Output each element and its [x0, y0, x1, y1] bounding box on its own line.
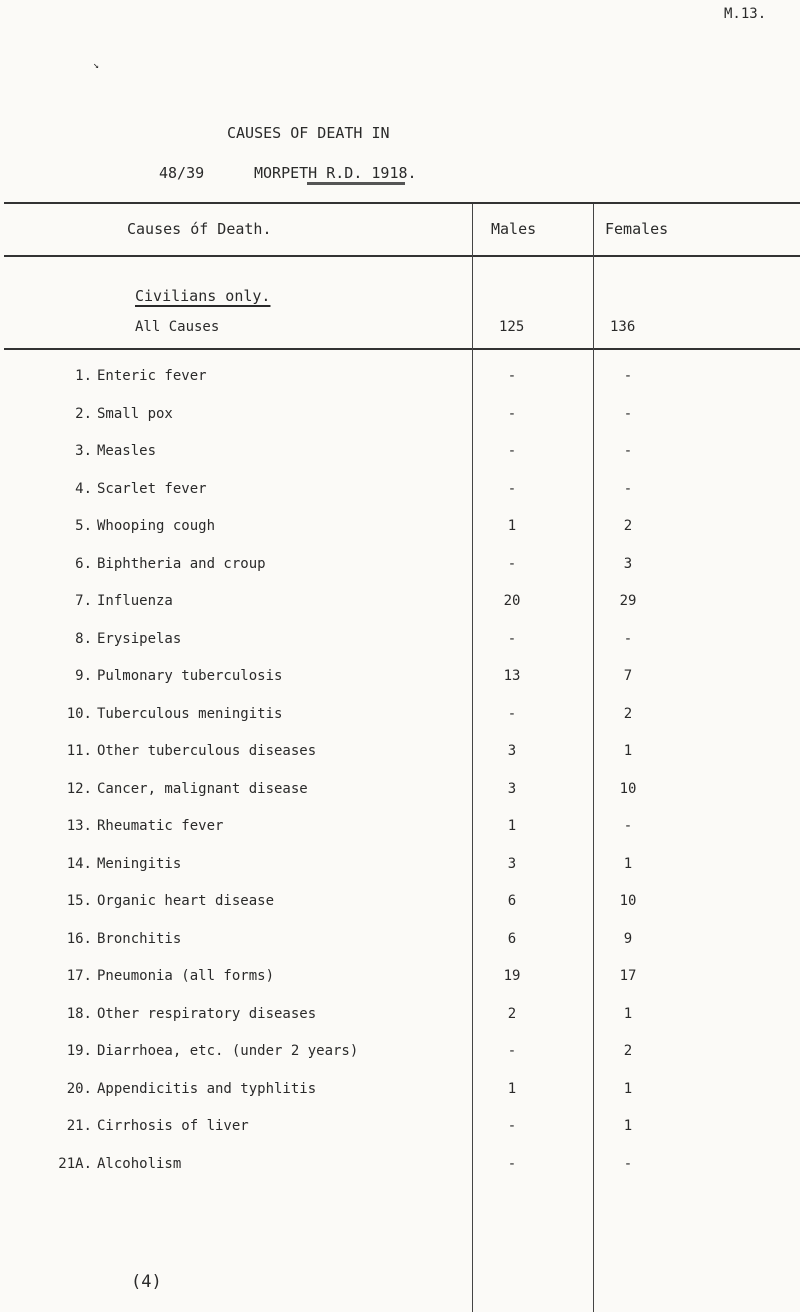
females-count: 2 — [623, 518, 633, 534]
males-count: 6 — [507, 893, 517, 909]
column-header-females: Females — [605, 220, 669, 238]
row-number: 1. — [75, 368, 92, 384]
row-number: 13. — [66, 818, 92, 834]
cause-name: Scarlet fever — [97, 480, 207, 497]
row-number: 20. — [66, 1080, 92, 1097]
females-count: 7 — [623, 668, 633, 684]
table-row — [0, 668, 800, 706]
row-number: 3. — [75, 443, 92, 459]
table-row — [0, 1118, 800, 1156]
table-row — [0, 481, 800, 519]
cause-name: Cirrhosis of liver — [97, 1118, 249, 1134]
males-count: 1 — [507, 1080, 517, 1097]
title-line-2: MORPETH R.D. 1918. — [254, 164, 417, 182]
females-count: - — [623, 368, 633, 384]
cause-name: Whooping cough — [97, 518, 216, 534]
males-count: - — [507, 480, 517, 497]
header-bottom-rule — [4, 255, 800, 257]
cause-name: Meningitis — [97, 855, 182, 872]
cause-name: Erysipelas — [97, 630, 182, 647]
females-count: 1 — [623, 1118, 633, 1134]
column-header-causes: Causes óf Death. — [127, 220, 272, 238]
table-row — [0, 631, 800, 669]
males-count: - — [507, 1118, 517, 1134]
table-row — [0, 593, 800, 631]
row-number: 9. — [75, 668, 92, 684]
cause-name: Organic heart disease — [97, 893, 275, 909]
males-count: - — [507, 405, 517, 422]
females-count: 2 — [623, 1043, 633, 1059]
females-count: - — [623, 630, 633, 647]
row-number: 21A. — [58, 1155, 92, 1172]
table-row — [0, 1043, 800, 1081]
females-count: 9 — [623, 930, 633, 947]
males-count: 3 — [507, 855, 517, 872]
page-number: (4) — [131, 1272, 162, 1292]
margin-mark: ↘ — [93, 60, 100, 71]
table-row — [0, 931, 800, 969]
cause-name: Pneumonia (all forms) — [97, 968, 275, 984]
females-count: - — [623, 818, 633, 834]
cause-name: Other tuberculous diseases — [97, 743, 317, 759]
row-number: 14. — [66, 855, 92, 872]
row-number: 19. — [66, 1043, 92, 1059]
table-row — [0, 856, 800, 894]
row-number: 8. — [75, 630, 92, 647]
all-causes-males: 125 — [499, 319, 525, 335]
table-row — [0, 368, 800, 406]
males-count: 2 — [507, 1005, 517, 1022]
row-number: 6. — [75, 555, 92, 572]
table-row — [0, 443, 800, 481]
cause-name: Small pox — [97, 405, 173, 422]
cause-name: Alcoholism — [97, 1155, 182, 1172]
males-count: - — [507, 368, 517, 384]
females-count: 1 — [623, 855, 633, 872]
column-header-males: Males — [491, 220, 537, 238]
females-count: 10 — [619, 893, 637, 909]
row-number: 15. — [66, 893, 92, 909]
males-count: - — [507, 443, 517, 459]
cause-name: Other respiratory diseases — [97, 1005, 317, 1022]
all-causes-label: All Causes — [135, 319, 220, 335]
table-row — [0, 743, 800, 781]
cause-name: Influenza — [97, 593, 173, 609]
row-number: 10. — [66, 705, 92, 722]
females-count: 1 — [623, 1080, 633, 1097]
cause-name: Diarrhoea, etc. (under 2 years) — [97, 1043, 359, 1059]
cause-name: Rheumatic fever — [97, 818, 224, 834]
females-count: - — [623, 480, 633, 497]
males-count: 1 — [507, 518, 517, 534]
row-number: 5. — [75, 518, 92, 534]
cause-name: Cancer, malignant disease — [97, 780, 308, 797]
row-number: 21. — [66, 1118, 92, 1134]
row-number: 18. — [66, 1005, 92, 1022]
row-number: 12. — [66, 780, 92, 797]
row-number: 11. — [66, 743, 92, 759]
males-count: 1 — [507, 818, 517, 834]
females-count: 1 — [623, 743, 633, 759]
table-row — [0, 968, 800, 1006]
females-count: 1 — [623, 1005, 633, 1022]
table-row — [0, 1081, 800, 1119]
females-count: 17 — [619, 968, 637, 984]
cause-name: Enteric fever — [97, 368, 207, 384]
males-count: - — [507, 705, 517, 722]
cause-name: Measles — [97, 443, 157, 459]
males-count: 19 — [503, 968, 521, 984]
males-count: 3 — [507, 743, 517, 759]
males-count: 6 — [507, 930, 517, 947]
males-count: - — [507, 630, 517, 647]
table-row — [0, 706, 800, 744]
males-count: 20 — [503, 593, 521, 609]
table-row — [0, 1156, 800, 1194]
table-row — [0, 893, 800, 931]
cause-name: Tuberculous meningitis — [97, 705, 283, 722]
table-row — [0, 1006, 800, 1044]
cause-name: Pulmonary tuberculosis — [97, 668, 283, 684]
females-count: 3 — [623, 555, 633, 572]
table-row — [0, 556, 800, 594]
title-code: 48/39 — [159, 164, 205, 182]
document-reference: M.13. — [724, 6, 767, 22]
females-count: 2 — [623, 705, 633, 722]
females-count: - — [623, 443, 633, 459]
males-count: 13 — [503, 668, 521, 684]
row-number: 17. — [66, 968, 92, 984]
table-row — [0, 406, 800, 444]
section-bottom-rule — [4, 348, 800, 350]
title-line-1: CAUSES OF DEATH IN — [227, 124, 390, 142]
males-count: 3 — [507, 780, 517, 797]
females-count: 29 — [619, 593, 637, 609]
males-count: - — [507, 555, 517, 572]
all-causes-females: 136 — [610, 319, 636, 335]
cause-name: Biphtheria and croup — [97, 555, 266, 572]
row-number: 7. — [75, 593, 92, 609]
table-row — [0, 518, 800, 556]
title-underline — [307, 182, 405, 185]
females-count: - — [623, 1155, 633, 1172]
row-number: 16. — [66, 930, 92, 947]
females-count: 10 — [619, 780, 637, 797]
row-number: 2. — [75, 405, 92, 422]
table-row — [0, 781, 800, 819]
females-count: - — [623, 405, 633, 422]
cause-name: Bronchitis — [97, 930, 182, 947]
row-number: 4. — [75, 480, 92, 497]
table-top-rule — [4, 202, 800, 204]
males-count: - — [507, 1043, 517, 1059]
cause-name: Appendicitis and typhlitis — [97, 1080, 317, 1097]
causes-table-body — [0, 368, 800, 1193]
section-label: Civilians only. — [135, 287, 271, 305]
males-count: - — [507, 1155, 517, 1172]
table-row — [0, 818, 800, 856]
